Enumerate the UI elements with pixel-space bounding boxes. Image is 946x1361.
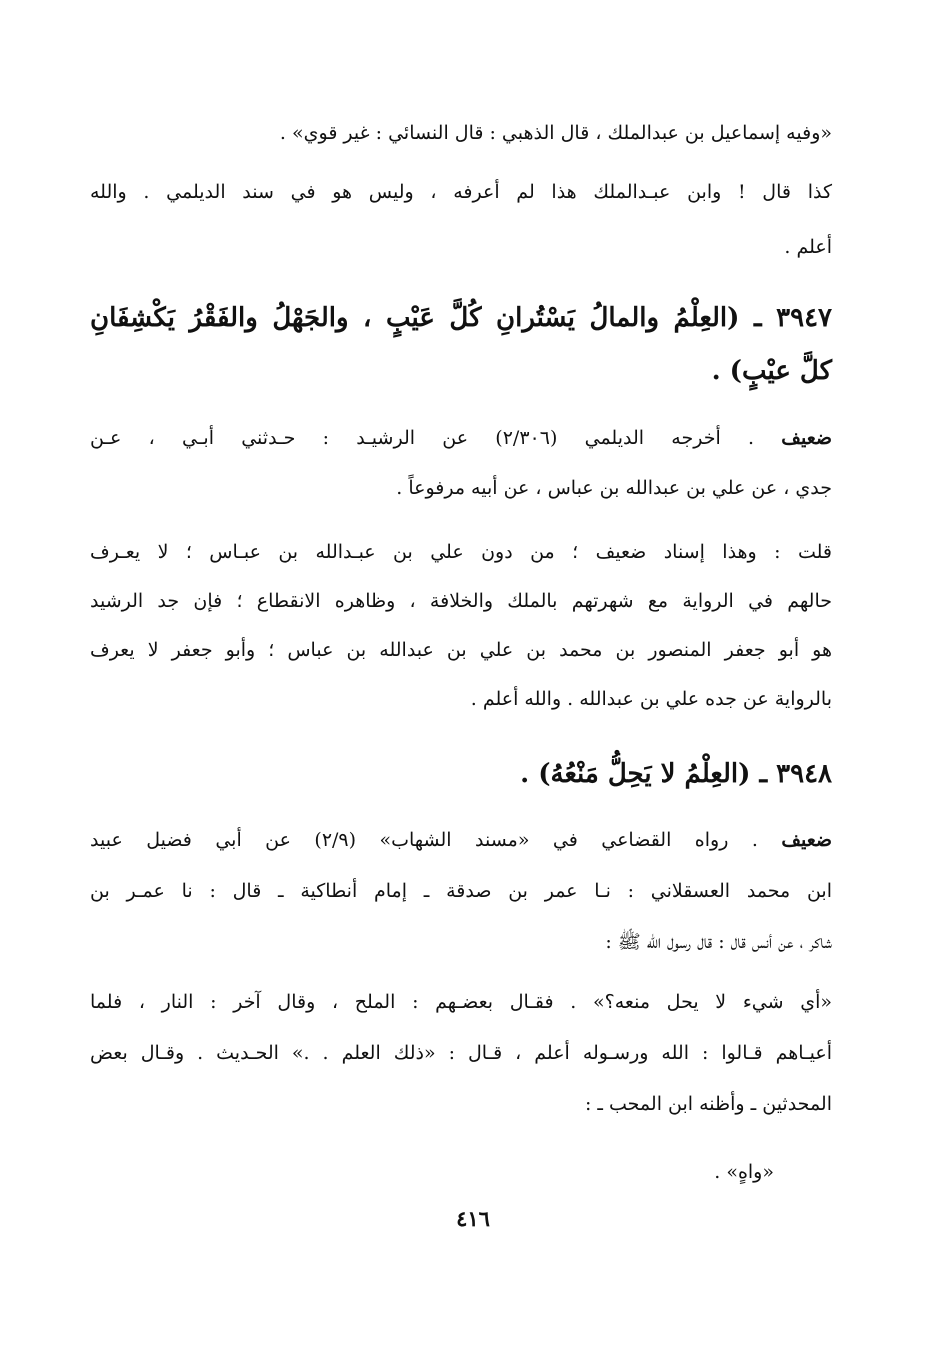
hadith-heading-line: ٣٩٤٧ ـ (العِلْمُ والمالُ يَسْتُرانِ كُلَّ عَيْبٍ ، والجَهْلُ والفَقْرُ يَكْشِفَانِ	[90, 303, 832, 333]
text-line: بالرواية عن جده علي بن عبدالله . والله أعلم .	[470, 688, 832, 710]
text-line: حالهم في الرواية مع شهرتهم بالملك والخلافة ، وظاهره الانقطاع ؛ فإن جد الرشيد	[90, 590, 832, 612]
text-line: ابن محمد العسقلاني : نـا عمر بن صدقة ـ إمام أنطاكية ـ قال : نا عمـر بن	[90, 880, 832, 902]
text-line: أعيـاهم قـالوا : الله ورسـوله أعلم ، قـال : «ذلك العلم . .» الحـديث . وقـال بعض	[90, 1042, 832, 1064]
text-line: قلت : وهذا إسناد ضعيف ؛ من دون علي بن عبـدالله بن عبـاس ؛ لا يعـرف	[90, 541, 832, 563]
hadith-heading-line: كلَّ عيْبٍ) .	[711, 356, 832, 386]
text-line: «أي شيء لا يحل منعه؟» . فقـال بعضـهم : الملح ، وقال آخر : النار ، فلما	[90, 991, 832, 1013]
text-line: هو أبو جعفر المنصور بن محمد بن علي بن عبدالله بن عباس ؛ وأبو جعفر لا يعرف	[90, 639, 832, 661]
text-line: ضعيف . رواه القضاعي في «مسند الشهاب» (٢/٩) عن أبي فضيل عبيد	[90, 829, 833, 851]
text-line: ضعيف . أخرجه الديلمي (٢/٣٠٦) عن الرشيـد : حـدثني أبـي ، عـن	[90, 427, 832, 449]
grade-label: ضعيف	[781, 829, 833, 851]
text-line: المحدثين ـ وأظنه ابن المحب ـ :	[584, 1093, 832, 1115]
text-line: شاكر ، عن أنس قال : قال رسول الله ﷺ :	[605, 931, 832, 953]
text-line: كذا قال ! وابن عبـدالملك هذا لم أعرفه ، وليس هو في سند الديلمي . والله	[90, 181, 832, 203]
page-number: ٤١٦	[456, 1206, 490, 1231]
text-line: جدي ، عن علي بن عبدالله بن عباس ، عن أبيه مرفوعاً .	[396, 477, 832, 499]
text-line: أعلم .	[784, 236, 832, 258]
text-line: «واهٍ» .	[714, 1161, 774, 1183]
grade-label: ضعيف	[781, 427, 832, 449]
text-line: «وفيه إسماعيل بن عبدالملك ، قال الذهبي : قال النسائي : غير قوي» .	[279, 122, 832, 144]
hadith-heading-line: ٣٩٤٨ ـ (العِلْمُ لا يَحِلُّ مَنْعُهُ) .	[520, 759, 832, 789]
